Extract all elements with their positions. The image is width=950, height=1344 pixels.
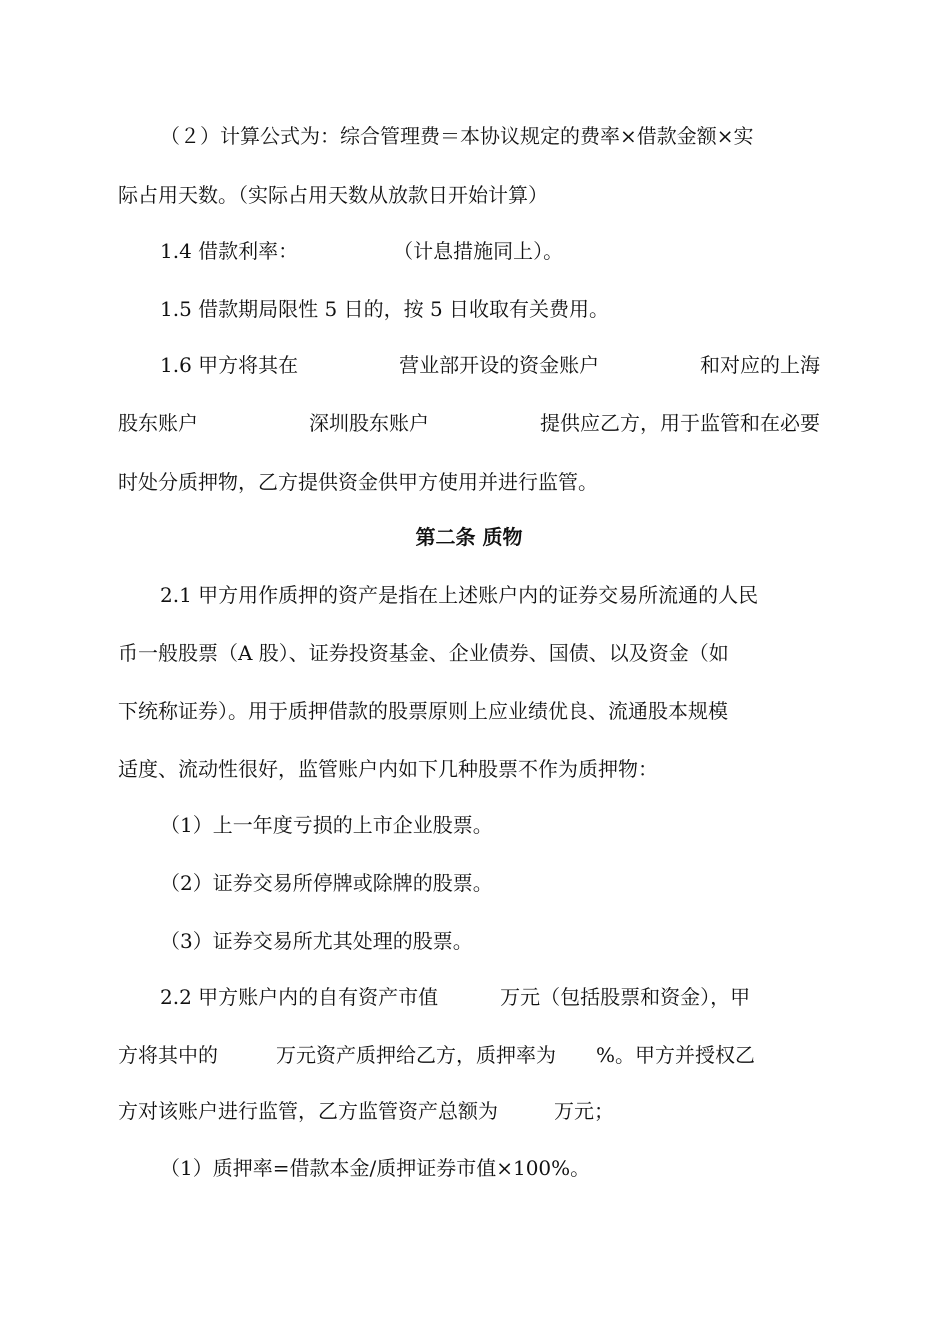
paragraph-line: 币一般股票（A 股）、证券投资基金、企业债券、国债、以及资金（如 <box>118 641 729 665</box>
text-segment: 深圳股东账户 <box>309 411 429 435</box>
paragraph-line <box>118 1042 820 1068</box>
list-item: （3）证券交易所尤其处理的股票。 <box>160 929 473 953</box>
section-heading: 第二条 质物 <box>415 525 523 549</box>
list-item: （1）上一年度亏损的上市企业股票。 <box>160 813 493 837</box>
paragraph-line <box>118 123 820 149</box>
text-segment: 万元资产质押给乙方，质押率为 <box>276 1043 556 1067</box>
paragraph-line <box>118 410 820 436</box>
loan-term-line: 1.5 借款期局限性 5 日的，按 5 日收取有关费用。 <box>160 297 610 321</box>
loan-rate-note: （计息措施同上）。 <box>393 239 564 263</box>
paragraph-line: 际占用天数。（实际占用天数从放款日开始计算） <box>118 183 548 207</box>
text-segment: 方对该账户进行监管，乙方监管资产总额为 <box>118 1099 498 1123</box>
text-segment: 方将其中的 <box>118 1043 218 1067</box>
text-segment: 提供应乙方，用于监管和在必要 <box>540 411 820 435</box>
paragraph-line <box>118 1098 820 1124</box>
list-item: （1）质押率=借款本金/质押证券市值×100%。 <box>160 1156 591 1180</box>
account-line <box>160 352 820 378</box>
paragraph-line: 适度、流动性很好，监管账户内如下几种股票不作为质押物： <box>118 757 658 781</box>
loan-rate-label: 1.4 借款利率： <box>160 239 299 263</box>
text-segment: %。甲方并授权乙 <box>596 1043 756 1067</box>
formula-line: （２）计算公式为：综合管理费＝本协议规定的费率×借款金额×实 <box>160 124 754 148</box>
loan-rate-line <box>160 238 820 264</box>
text-segment: 万元（包括股票和资金），甲 <box>500 985 751 1009</box>
text-segment: 2.2 甲方账户内的自有资产市值 <box>160 985 439 1009</box>
text-segment: 万元； <box>554 1099 614 1123</box>
list-item: （2）证券交易所停牌或除牌的股票。 <box>160 871 493 895</box>
paragraph-line <box>160 984 820 1010</box>
text-segment: 营业部开设的资金账户 <box>399 353 600 377</box>
paragraph-line: 下统称证券）。用于质押借款的股票原则上应业绩优良、流通股本规模 <box>118 699 728 723</box>
paragraph-line: 2.1 甲方用作质押的资产是指在上述账户内的证券交易所流通的人民 <box>160 583 759 607</box>
text-segment: 1.6 甲方将其在 <box>160 353 299 377</box>
text-segment: 股东账户 <box>118 411 198 435</box>
paragraph-line: 时处分质押物，乙方提供资金供甲方使用并进行监管。 <box>118 470 598 494</box>
text-segment: 和对应的上海 <box>699 353 820 377</box>
